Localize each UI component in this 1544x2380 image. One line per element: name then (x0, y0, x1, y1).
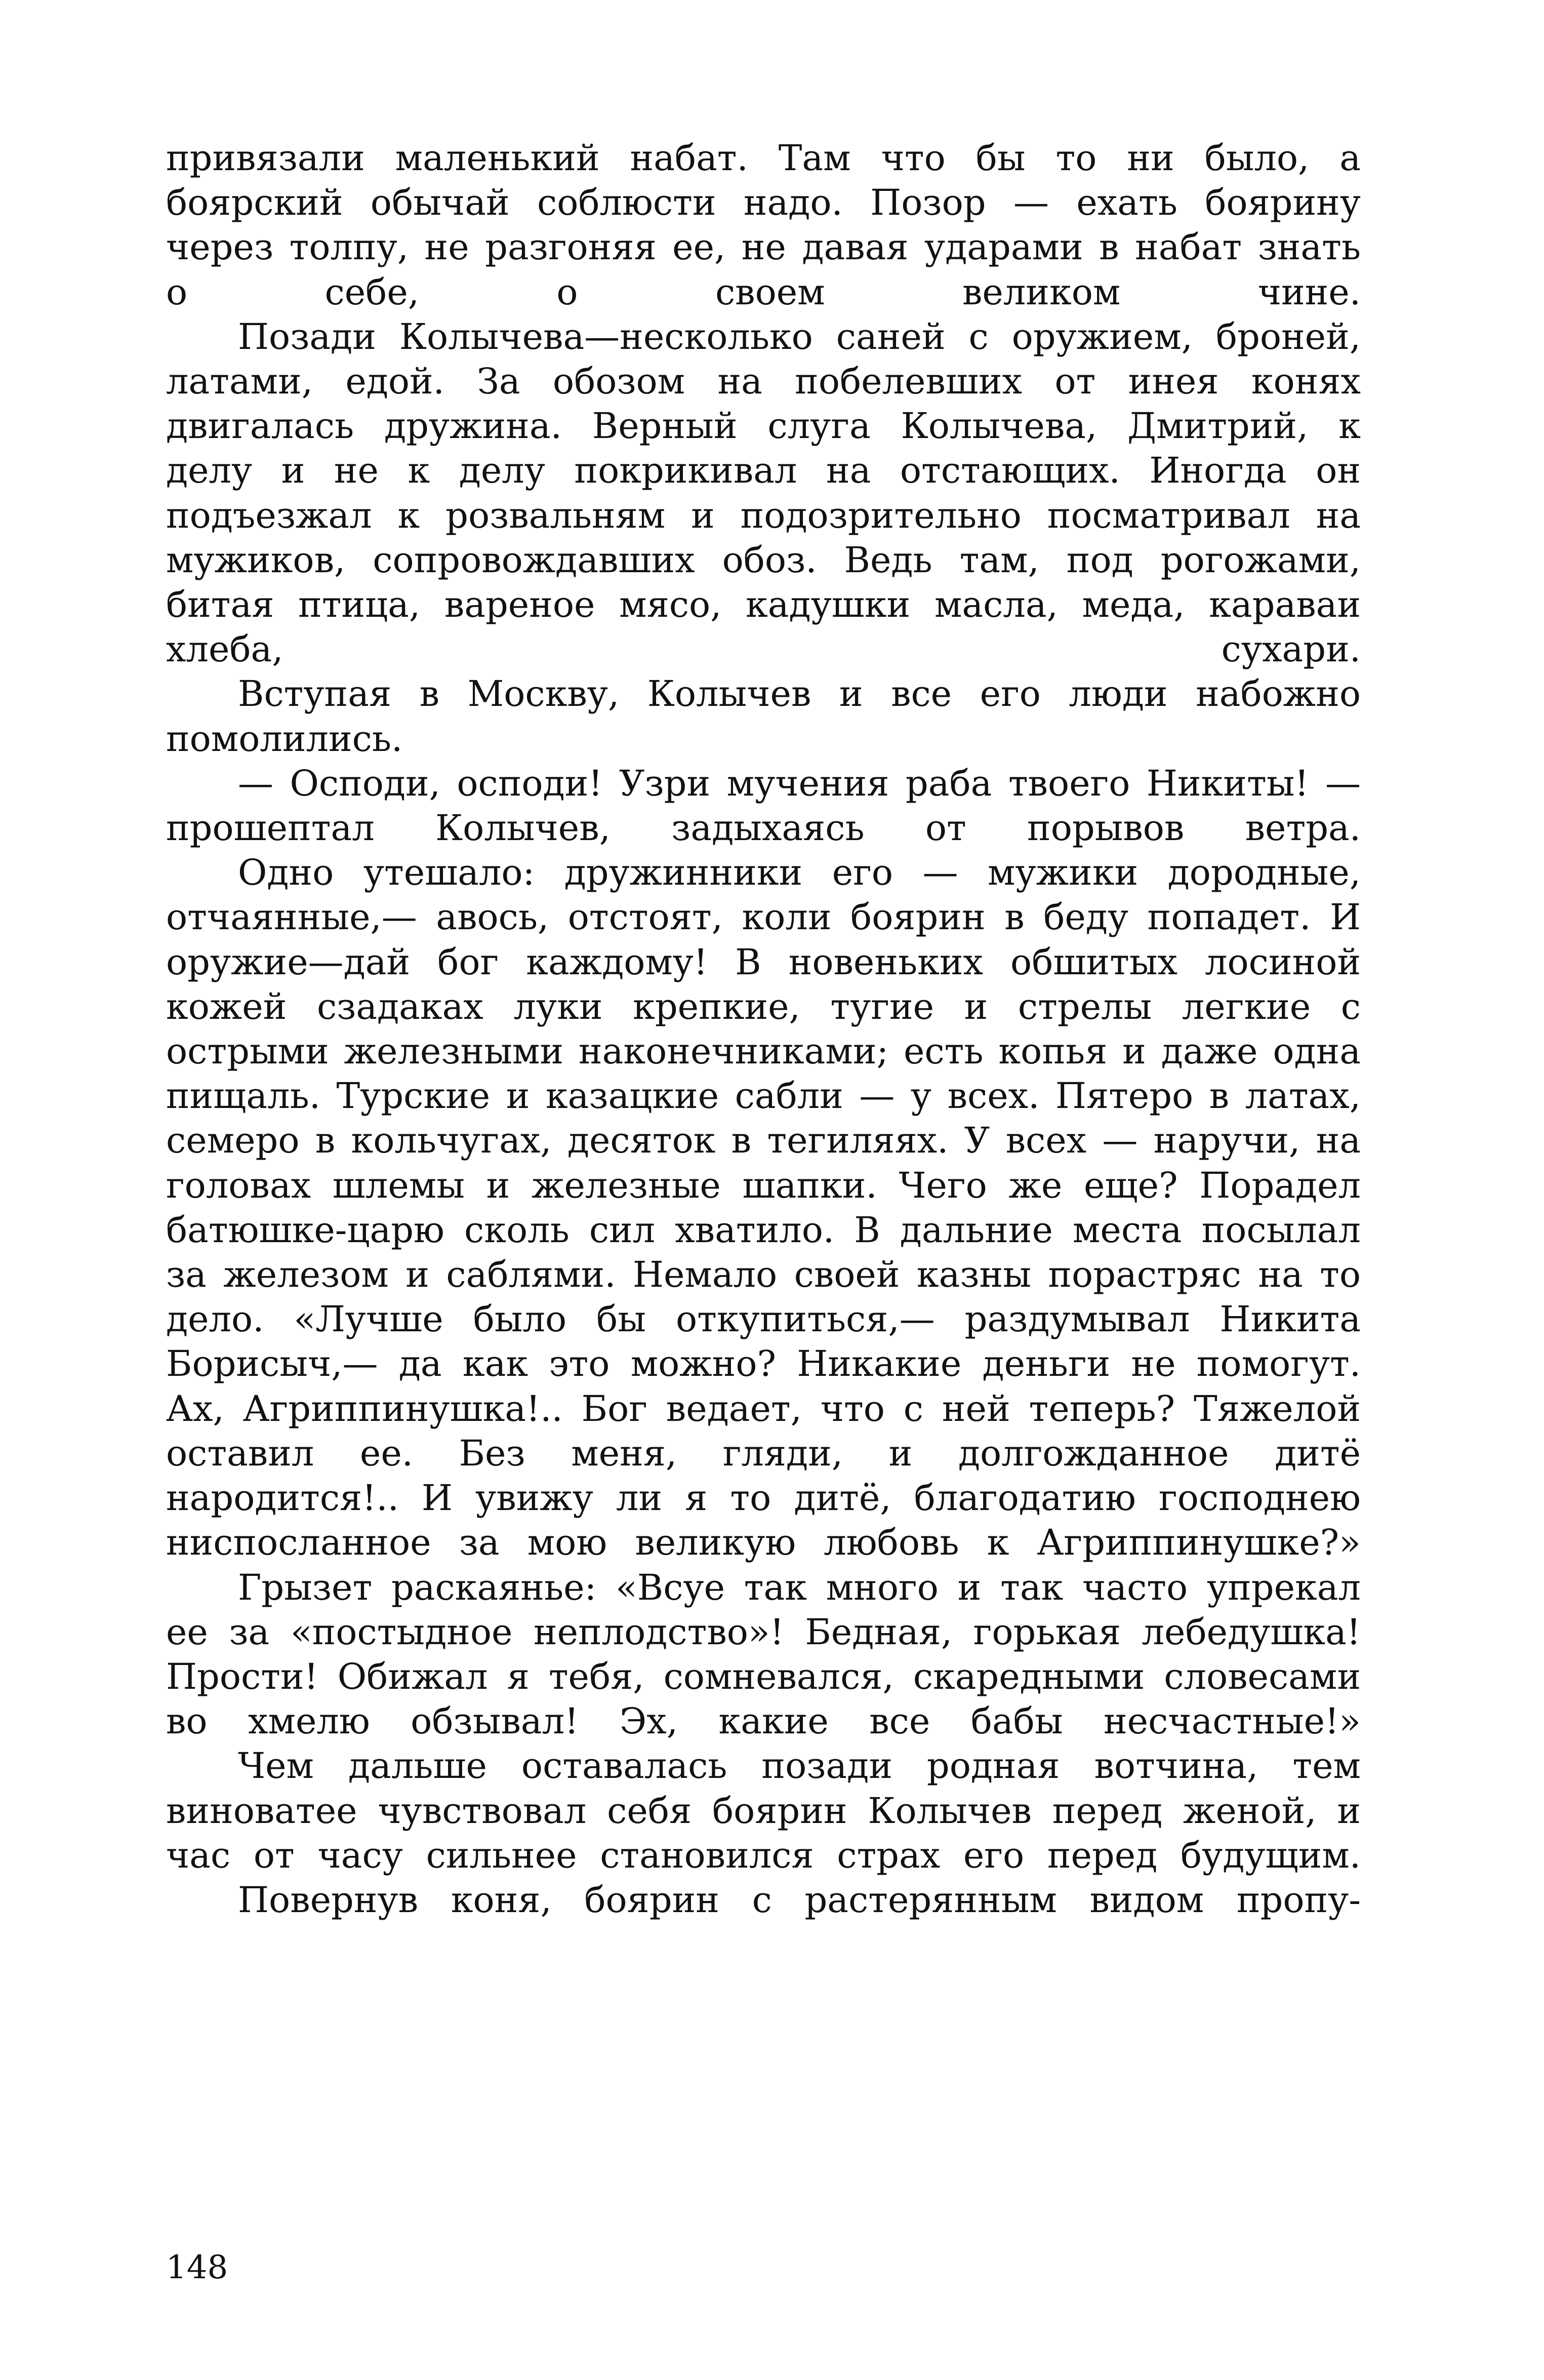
paragraph-5: Одно утешало: дружинники его — мужики дородные, отчаянные,— авось, отстоят, коли боярин в беду попадет. И оружие—дай бог каждому! В новеньких обшитых лосиной кожей сзадаках луки крепкие, тугие и стрелы легкие с острыми железными наконечниками; есть копья и даже одна пищаль. Турские и казацкие сабли — у всех. Пятеро в латах, семеро в кольчугах, десяток в тегиляях. У всех — наручи, на головах шлемы и железные шапки. Чего же еще? Порадел батюшке-царю сколь сил хватило. В дальние места посылал за железом и саблями. Немало своей казны порастряс на то дело. «Лучше было бы откупиться,— раздумывал Никита Борисыч,— да как это можно? Никакие деньги не помогут. Ах, Агриппинушка!.. Бог ведает, что с ней теперь? Тяжелой оставил ее. Без меня, гляди, и долгожданное дитё народится!.. И увижу ли я то дитё, благодатию господнею ниспосланное за мою великую любовь к Агриппинушке?» (166, 852, 1361, 1564)
paragraph-4: — Осподи, осподи! Узри мучения раба твоего Никиты! — прошептал Колычев, задыхаясь от порывов ветра. (166, 762, 1361, 849)
paragraph-1: привязали маленький набат. Там что бы то ни было, а боярский обычай соблюсти надо. Позор — ехать боярину через толпу, не разгоняя ее, не давая ударами в набат знать о себе, о своем великом чине. (166, 137, 1361, 313)
paragraph-6: Грызет раскаянье: «Всуе так много и так часто упрекал ее за «постыдное неплодство»! Бедная, горькая лебедушка! Прости! Обижал я тебя, сомневался, скаредными словесами во хмелю обзывал! Эх, какие все бабы несчастные!» (166, 1566, 1361, 1742)
body-text (166, 136, 1361, 1922)
paragraph-3: Вступая в Москву, Колычев и все его люди набожно помолились. (166, 673, 1361, 760)
paragraph-2: Позади Колычева—несколько саней с оружием, броней, латами, едой. За обозом на побелевших от инея конях двигалась дружина. Верный слуга Колычева, Дмитрий, к делу и не к делу покрикивал на отстающих. Иногда он подъезжал к розвальням и подозрительно посматривал на мужиков, сопровождавших обоз. Ведь там, под рогожами, битая птица, вареное мясо, кадушки масла, меда, караваи хлеба, сухари. (166, 315, 1361, 670)
paragraph-7: Чем дальше оставалась позади родная вотчина, тем виноватее чувствовал себя боярин Колычев перед женой, и час от часу сильнее становился страх его перед будущим. (166, 1745, 1361, 1876)
page-number: 148 (166, 2249, 228, 2286)
paragraph-8: Повернув коня, боярин с растерянным видом пропу- (238, 1879, 1361, 1921)
